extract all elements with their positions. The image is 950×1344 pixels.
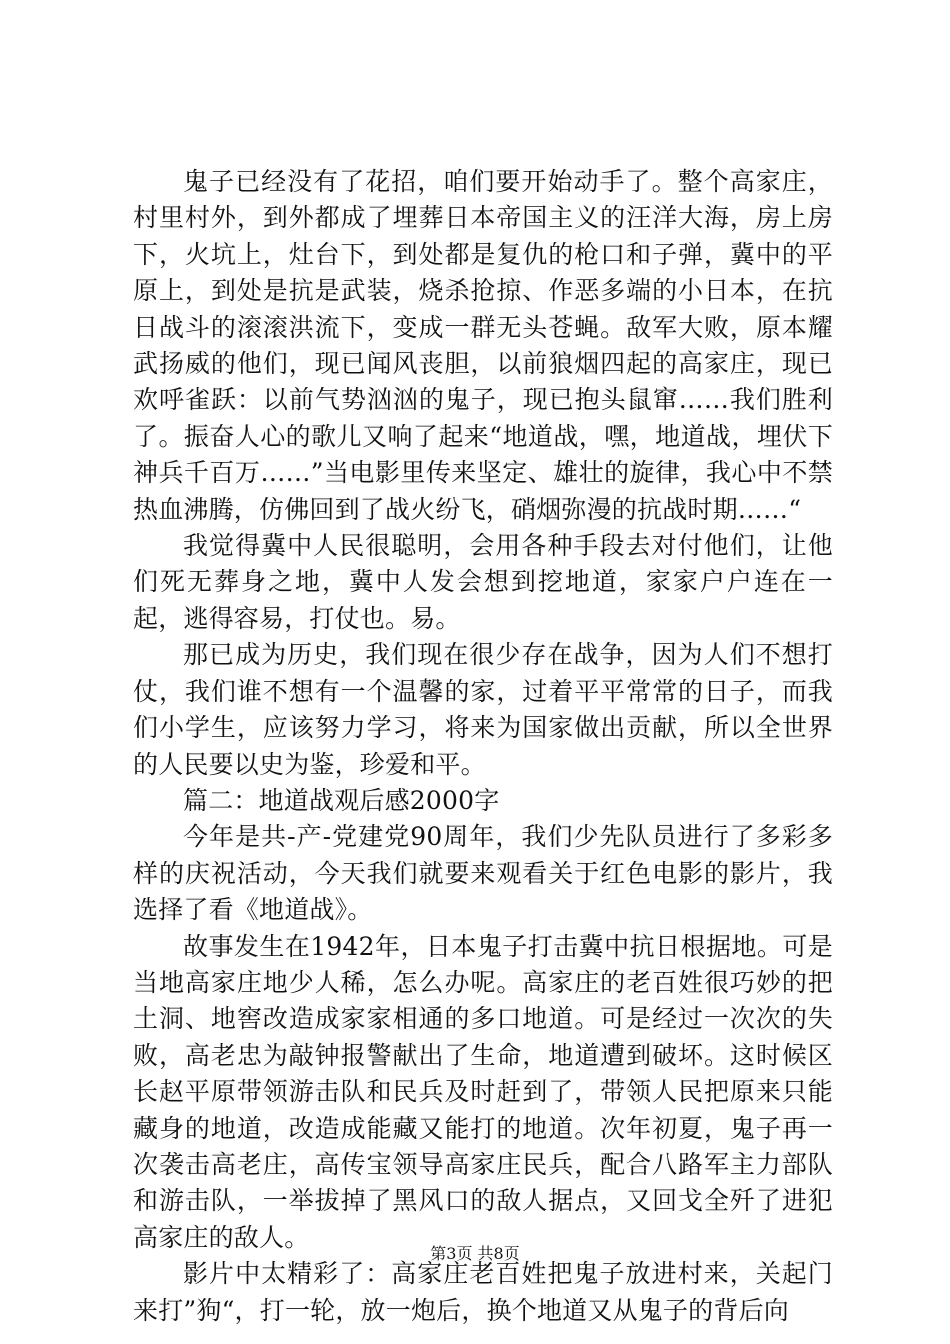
page-number-footer: 第3页 共8页 (430, 1244, 520, 1263)
paragraph: 那已成为历史，我们现在很少存在战争，因为人们不想打仗，我们谁不想有一个温馨的家，过着平平常常的日子，而我们小学生，应该努力学习，将来为国家做出贡献，所以全世界的人民要以史为鉴，珍爱和平。 (133, 640, 833, 779)
document-body (133, 164, 833, 1329)
paragraph: 故事发生在1942年，日本鬼子打击冀中抗日根据地。可是当地高家庄地少人稀，怎么办呢。高家庄的老百姓很巧妙的把土洞、地窖改造成家家相通的多口地道。可是经过一次次的失败，高老忠为敲钟报警献出了生命，地道遭到破坏。这时候区长赵平原带领游击队和民兵及时赶到了，带领人民把原来只能藏身的地道，改造成能藏又能打的地道。次年初夏，鬼子再一次袭击高老庄，高传宝领导高家庄民兵，配合八路军主力部队和游击队，一举拔掉了黑风口的敌人据点，又回戈全歼了进犯高家庄的敌人。 (133, 931, 833, 1252)
paragraph: 今年是共-产-党建党90周年，我们少先队员进行了多彩多样的庆祝活动，今天我们就要来观看关于红色电影的影片，我选择了看《地道战》。 (133, 822, 833, 925)
section-heading: 篇二：地道战观后感2000字 (183, 785, 500, 815)
paragraph: 影片中太精彩了：高家庄老百姓把鬼子放进村来，关起门来打”狗“，打一轮，放一炮后，换个地道又从鬼子的背后向 (133, 1259, 833, 1325)
paragraph: 我觉得冀中人民很聪明，会用各种手段去对付他们，让他们死无葬身之地，冀中人发会想到挖地道，家家户户连在一起，逃得容易，打仗也。易。 (133, 531, 833, 633)
paragraph: 鬼子已经没有了花招，咱们要开始动手了。整个高家庄，村里村外，到外都成了埋葬日本帝国主义的汪洋大海，房上房下，火坑上，灶台下，到处都是复仇的枪口和子弹，冀中的平原上，到处是抗是武装，烧杀抢掠、作恶多端的小日本，在抗日战斗的滚滚洪流下，变成一群无头苍蝇。敌军大败，原本耀武扬威的他们，现已闻风丧胆，以前狼烟四起的高家庄，现已欢呼雀跃：以前气势汹汹的鬼子，现已抱头鼠窜……我们胜利了。振奋人心的歌儿又响了起来“地道战，嘿，地道战，埋伏下神兵千百万……”当电影里传来坚定、雄壮的旋律，我心中不禁热血沸腾，仿佛回到了战火纷飞，硝烟弥漫的抗战时期……“ (133, 167, 833, 524)
